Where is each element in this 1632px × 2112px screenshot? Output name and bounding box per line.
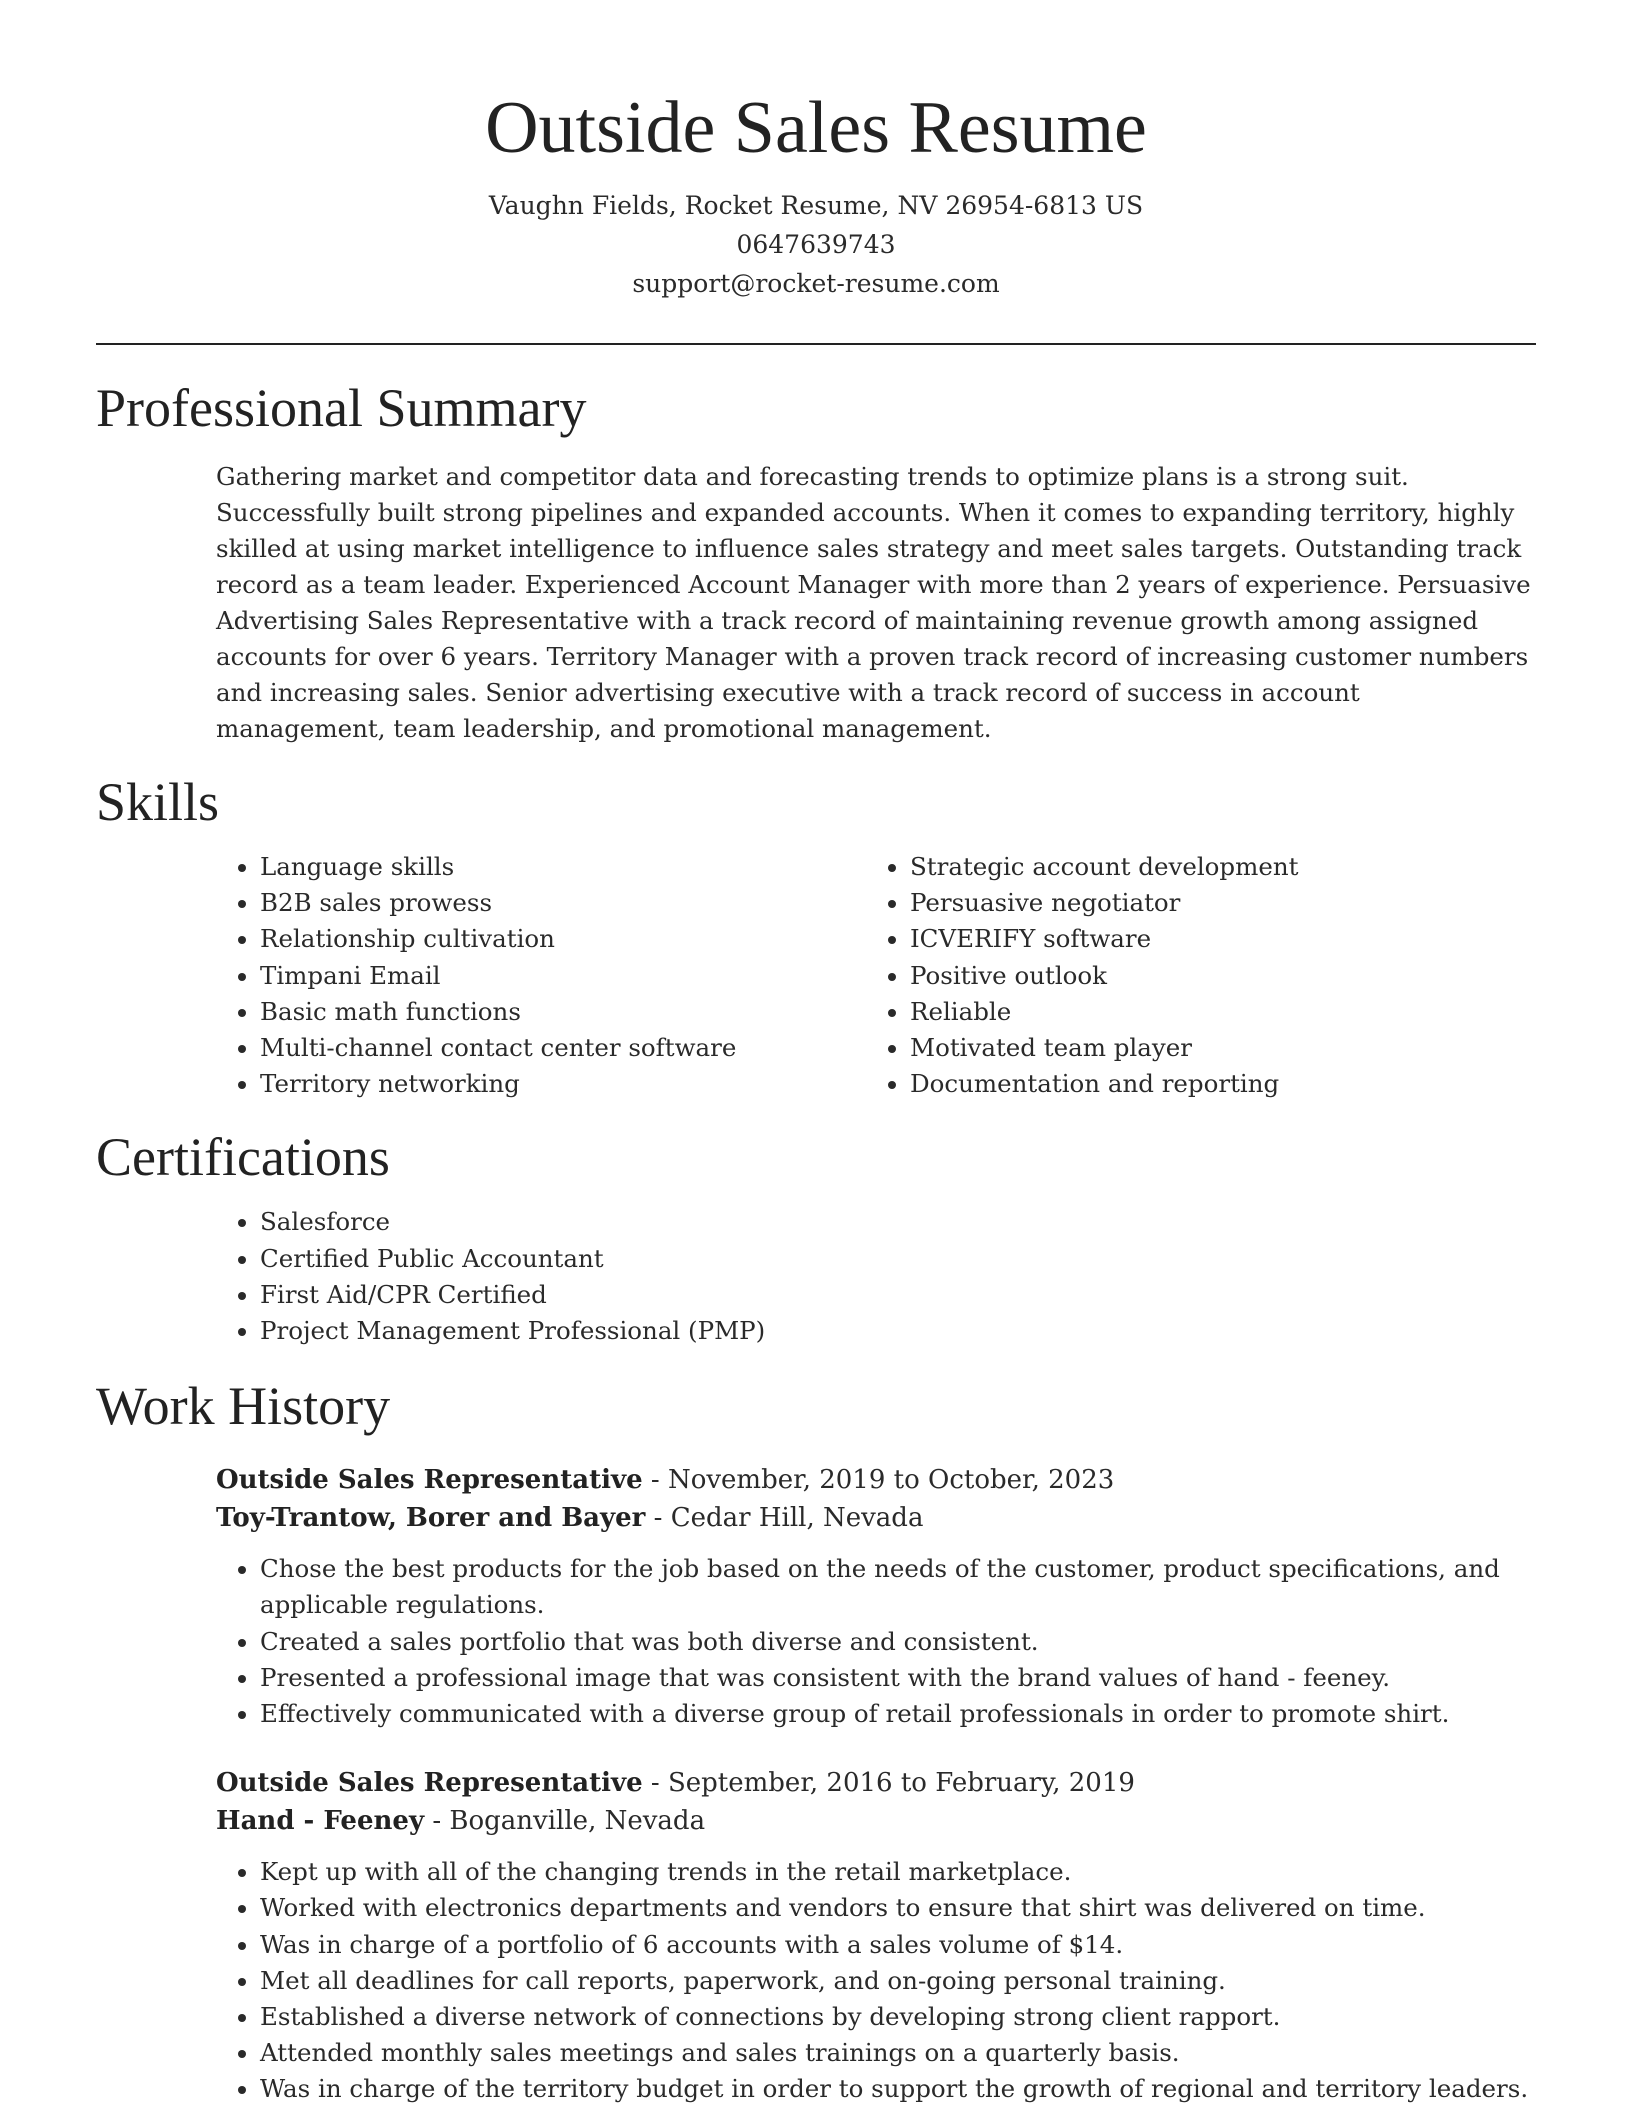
- work-history-section: [96, 1373, 1536, 2107]
- certification-item: • Certified Public Accountant: [260, 1241, 1536, 1277]
- certifications-list: [216, 1204, 1536, 1349]
- skill-item: • B2B sales prowess: [260, 885, 866, 921]
- job-company: Hand - Feeney: [216, 1806, 425, 1837]
- job-duty: • Chose the best products for the job based on the needs of the customer, product specifications, and applicable regulations.: [260, 1551, 1536, 1623]
- resume-title: Outside Sales Resume: [485, 87, 1147, 169]
- job-duty: • Attended monthly sales meetings and sales trainings on a quarterly basis.: [260, 2035, 1536, 2071]
- certifications-section: [96, 1124, 1536, 1349]
- job-duties-list: [216, 1551, 1536, 1732]
- header-divider: [96, 343, 1536, 345]
- skill-item: • ICVERIFY software: [910, 921, 1516, 957]
- contact-phone: 0647639743: [736, 230, 896, 259]
- skill-item: • Timpani Email: [260, 958, 866, 994]
- job-duty: • Kept up with all of the changing trends in the retail marketplace.: [260, 1854, 1536, 1890]
- skills-list-right: [866, 849, 1516, 1102]
- skill-item: • Motivated team player: [910, 1030, 1516, 1066]
- skill-item: • Positive outlook: [910, 958, 1516, 994]
- job-title: Outside Sales Representative: [216, 1768, 643, 1799]
- skill-item: • Language skills: [260, 849, 866, 885]
- job-entry: [216, 1764, 1536, 2107]
- job-title: Outside Sales Representative: [216, 1465, 643, 1496]
- job-duty: • Was in charge of the territory budget in order to support the growth of regional and territory leaders.: [260, 2071, 1536, 2107]
- job-company-line: [216, 1499, 1536, 1537]
- resume-header: [96, 0, 1536, 303]
- skill-item: • Relationship cultivation: [260, 921, 866, 957]
- job-company: Toy-Trantow, Borer and Bayer: [216, 1503, 646, 1534]
- skill-item: • Basic math functions: [260, 994, 866, 1030]
- skills-column-left: [216, 849, 866, 1102]
- skills-columns: [216, 849, 1536, 1102]
- skill-item: • Persuasive negotiator: [910, 885, 1516, 921]
- job-duty: • Met all deadlines for call reports, paperwork, and on-going personal training.: [260, 1963, 1536, 1999]
- summary-heading: Professional Summary: [96, 378, 587, 438]
- certification-item: • Project Management Professional (PMP): [260, 1313, 1536, 1349]
- certification-item: • First Aid/CPR Certified: [260, 1277, 1536, 1313]
- contact-email: support@rocket-resume.com: [632, 269, 1000, 298]
- job-dates: - November, 2019 to October, 2023: [642, 1465, 1115, 1496]
- skill-item: • Territory networking: [260, 1066, 866, 1102]
- job-duty: • Effectively communicated with a diverse group of retail professionals in order to promote shirt.: [260, 1696, 1536, 1732]
- skills-list-left: [216, 849, 866, 1102]
- skills-section: [96, 769, 1536, 1102]
- skills-heading: Skills: [96, 772, 220, 832]
- skills-column-right: [866, 849, 1516, 1102]
- contact-address: Vaughn Fields, Rocket Resume, NV 26954-6813 US: [488, 191, 1144, 220]
- job-location: - Cedar Hill, Nevada: [645, 1503, 924, 1534]
- summary-text: Gathering market and competitor data and forecasting trends to optimize plans is a strong suit. Successfully built strong pipelines and expanded accounts. When it comes to expanding territory, highly skilled at using market intelligence to influence sales strategy and meet sales targets. Outstanding track record as a team leader. Experienced Account Manager with more than 2 years of experience. Persuasive Advertising Sales Representative with a track record of maintaining revenue growth among assigned accounts for over 6 years. Territory Manager with a proven track record of increasing customer numbers and increasing sales. Senior advertising executive with a track record of success in account management, team leadership, and promotional management.: [216, 462, 1531, 743]
- certifications-heading: Certifications: [96, 1127, 390, 1188]
- job-title-line: [216, 1764, 1536, 1802]
- skill-item: • Strategic account development: [910, 849, 1516, 885]
- skill-item: • Multi-channel contact center software: [260, 1030, 866, 1066]
- job-company-line: [216, 1802, 1536, 1840]
- job-duty: • Established a diverse network of connections by developing strong client rapport.: [260, 1999, 1536, 2035]
- job-location: - Boganville, Nevada: [424, 1806, 706, 1837]
- job-duty: • Worked with electronics departments and vendors to ensure that shirt was delivered on time.: [260, 1890, 1536, 1926]
- skill-item: • Documentation and reporting: [910, 1066, 1516, 1102]
- certification-item: • Salesforce: [260, 1204, 1536, 1240]
- job-duty: • Created a sales portfolio that was both diverse and consistent.: [260, 1624, 1536, 1660]
- contact-block: [96, 186, 1536, 303]
- job-entry: [216, 1461, 1536, 1732]
- job-duty: • Was in charge of a portfolio of 6 accounts with a sales volume of $14.: [260, 1927, 1536, 1963]
- job-duty: • Presented a professional image that was consistent with the brand values of hand - feeney.: [260, 1660, 1536, 1696]
- job-title-line: [216, 1461, 1536, 1499]
- job-duties-list: [216, 1854, 1536, 2107]
- summary-section: [96, 375, 1536, 747]
- work-history-heading: Work History: [96, 1376, 391, 1437]
- resume-page: [96, 0, 1536, 2108]
- job-dates: - September, 2016 to February, 2019: [642, 1768, 1135, 1799]
- skill-item: • Reliable: [910, 994, 1516, 1030]
